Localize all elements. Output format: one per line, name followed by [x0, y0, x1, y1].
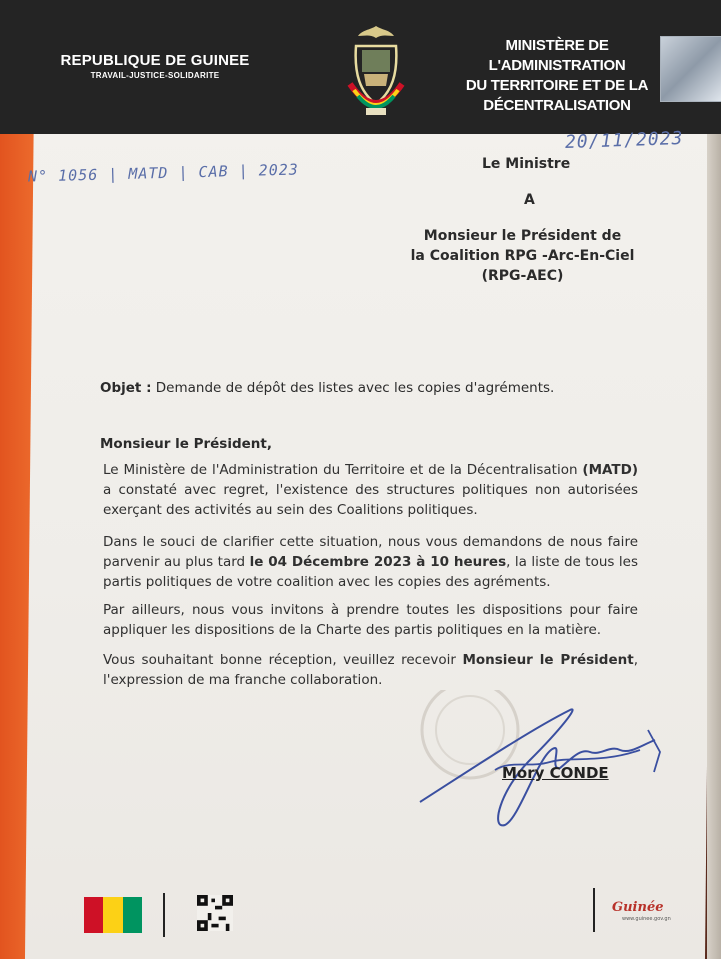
paragraph-4-addressee: Monsieur le Président: [462, 652, 634, 668]
paragraph-1-text-b: a constaté avec regret, l'existence des structures politiques non autorisées exerçant des activités au sein des Coalitions politiques.: [103, 482, 638, 518]
recipient-address: [400, 226, 645, 286]
ministry-block: [452, 36, 662, 116]
sender-title: Le Ministre: [482, 156, 571, 172]
republic-motto: TRAVAIL-JUSTICE-SOLIDARITE: [90, 71, 220, 80]
paragraph-1-acronym: (MATD): [582, 462, 638, 478]
qr-code-icon: [196, 895, 234, 931]
handwritten-date: 20/11/2023: [564, 127, 684, 154]
subject-text: Demande de dépôt des listes avec les copies d'agréments.: [151, 380, 555, 396]
paragraph-3: Par ailleurs, nous vous invitons à prendre toutes les dispositions pour faire appliquer les dispositions de la Charte des partis politiques en la matière.: [103, 602, 638, 638]
republic-title: REPUBLIQUE DE GUINEE: [60, 52, 250, 69]
ministry-line-3: DÉCENTRALISATION: [483, 97, 631, 114]
paragraph-4-text-b: , l'expression de ma franche collaboration.: [103, 652, 638, 688]
paragraph-2-text-a: Dans le souci de clarifier cette situation, nous vous demandons de nous faire parvenir au plus tard: [103, 534, 638, 570]
paragraph-4: [103, 650, 638, 690]
ministry-line-1: MINISTÈRE DE L'ADMINISTRATION: [488, 37, 626, 74]
recipient-line-2: la Coalition RPG -Arc-En-Ciel: [410, 248, 635, 264]
handwritten-reference-number: N° 1056 | MATD | CAB | 2023: [27, 160, 300, 186]
footer-divider-right: [593, 888, 595, 932]
security-hologram-icon: [660, 36, 721, 102]
guinea-flag-icon: [84, 897, 142, 933]
ministry-line-2: DU TERRITOIRE ET DE LA: [465, 77, 649, 94]
paragraph-2-text-b: , la liste de tous les partis politiques de votre coalition avec les copies des agréments.: [103, 554, 639, 590]
subject-label: Objet :: [100, 380, 152, 396]
coat-of-arms-icon: [340, 24, 412, 120]
photo-background-right: [707, 120, 721, 959]
signatory-name: Mory CONDE: [502, 764, 609, 782]
recipient-line-3: (RPG-AEC): [481, 268, 564, 284]
paragraph-1: [103, 460, 638, 520]
paragraph-2-deadline: le 04 Décembre 2023 à 10 heures: [249, 554, 507, 570]
paragraph-1-text-a: Le Ministère de l'Administration du Territoire et de la Décentralisation: [103, 462, 583, 478]
subject-line: [100, 380, 554, 396]
paragraph-2: [103, 532, 638, 592]
footer-divider-left: [163, 893, 165, 937]
republic-block: [50, 52, 260, 80]
salutation: Monsieur le Président,: [100, 436, 272, 452]
brand-logo: Guinée: [612, 900, 664, 915]
recipient-line-1: Monsieur le Président de: [423, 228, 622, 244]
brand-url: www.guinee.gov.gn: [622, 916, 671, 922]
paragraph-4-text-a: Vous souhaitant bonne réception, veuillez recevoir: [103, 652, 463, 668]
letterhead: [0, 0, 721, 134]
addressee-marker: A: [524, 192, 535, 208]
